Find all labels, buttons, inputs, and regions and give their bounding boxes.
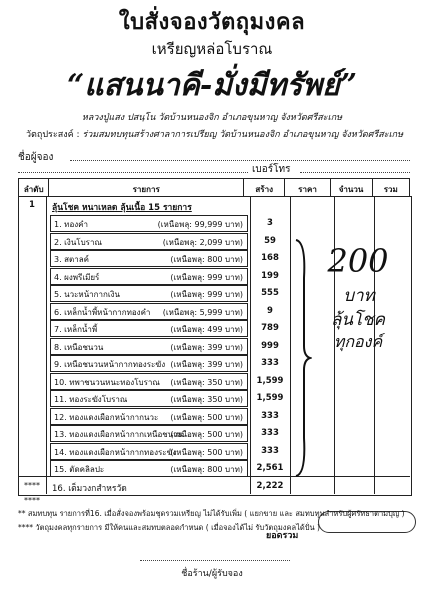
item-row (50, 215, 248, 232)
name-field[interactable] (70, 160, 410, 161)
item-price: (เหนือพลุ: 399 บาท) (170, 360, 243, 369)
item-row (50, 425, 248, 442)
item-price: (เหนือพลุ: 999 บาท) (170, 290, 243, 299)
item-count: 333 (261, 445, 279, 456)
item-count: 333 (261, 428, 279, 438)
signature-label: ชื่อร้าน/ผู้รับจอง (181, 569, 243, 579)
item-subtitle: เหรียญหล่อโบราณ (151, 40, 273, 58)
footnote-2: **** วัตถุมงคลทุกรายการ มีให้คนและสมทบตลอดกำหนด ( เมื่อจองได้ไม่ รับวัตถุมงคลได้ปั่น ) (18, 523, 320, 532)
monk-line: หลวงปู่แสง ปสนฺโน วัดบ้านหนองจิก อำเภอขุนหาญ จังหวัดศรีสะเกษ (81, 113, 343, 123)
item-name: 12. ทองแดงเผือกหน้ากากนวะ (54, 412, 159, 422)
item-row (50, 320, 248, 337)
col-total: รวม (372, 179, 410, 200)
item-count: 2,561 (256, 463, 284, 473)
phone-label: เบอร์โทร (252, 164, 291, 175)
item-row (50, 355, 248, 372)
item-price: (เหนือพลุ: 5,999 บาท) (162, 307, 243, 317)
item-price: (เหนือพลุ: 999 บาท) (170, 272, 243, 282)
item-count: 1,599 (256, 393, 284, 403)
col-price: ราคา (285, 179, 330, 200)
item-name: 14. ทองแดงเผือกหน้ากากทองระฆัง (54, 447, 177, 457)
item-row (50, 268, 248, 285)
col-made: สร้าง (243, 179, 284, 200)
item-price: (เหนือพลุ: 350 บาท) (170, 395, 243, 404)
item-price: (เหนือพลุ: 2,099 บาท) (162, 237, 243, 247)
row16-count: 2,222 (256, 481, 284, 491)
item-count: 1,599 (256, 375, 284, 386)
item-name: 13. ทองแดงเผือกหน้ากากเหนือชนวน (54, 430, 184, 439)
row16-name: 16. เต็มวงกสำหรวัด (52, 484, 127, 494)
item-name: 15. ตัดคลิลปะ (54, 465, 105, 474)
col-item: รายการ (49, 179, 244, 200)
name-field-line2[interactable] (18, 172, 248, 173)
item-row (50, 460, 248, 477)
row1-title: ลุ้นโชค หนาเหลด ลุ้นเนื้อ 15 รายการ (52, 203, 192, 213)
item-price: (เหนือพลุ: 500 บาท) (170, 447, 243, 457)
total-label: ยอดรวม (266, 531, 299, 541)
item-row (50, 285, 248, 302)
item-name: 9. เหนือชนวนหน้ากากทองระฆัง (54, 360, 166, 369)
item-price: (เหนือพลุ: 800 บาท) (170, 255, 243, 264)
item-row (50, 233, 248, 250)
row0-number: **** (24, 496, 40, 505)
promo-number: 200 (327, 242, 389, 280)
item-count: 199 (261, 270, 279, 281)
promo-unit: บาท (343, 286, 375, 306)
item-name: 2. เงินโบราณ (54, 237, 102, 247)
item-name: 4. ผงพรีเมียร์ (54, 272, 100, 282)
item-count: 168 (261, 253, 279, 263)
name-label: ชื่อผู้จอง (18, 152, 54, 163)
item-price: (เหนือพลุ: 399 บาท) (170, 342, 243, 352)
phone-field[interactable] (300, 172, 410, 173)
item-row (50, 408, 248, 425)
col-no: ลำดับ (19, 179, 49, 200)
item-price: (เหนือพลุ: 800 บาท) (170, 465, 243, 474)
row16-number: **** (24, 481, 40, 490)
item-name: 6. เหล็กน้ำพี้หน้ากากทองคำ (54, 307, 151, 317)
item-count: 3 (267, 218, 273, 228)
item-count: 333 (261, 358, 279, 368)
item-row (50, 390, 248, 407)
purpose-label: วัตถุประสงค์ : (26, 130, 80, 140)
item-row (50, 443, 248, 460)
footnote-1: ** สมทบทุน รายการที่16. เมื่อสั่งจองพร้อมชุดรวมเหรียญ ไม่ได้รับเพิ่ม ( แยกขาย และ สมทบทุนสำหรับผู้ศรัทธาตามบุญ ) (18, 509, 405, 518)
item-count: 789 (261, 323, 279, 333)
item-count: 59 (264, 235, 276, 246)
item-price: (เหนือพลุ: 99,999 บาท) (157, 220, 243, 229)
item-price: (เหนือพลุ: 500 บาท) (170, 412, 243, 422)
item-price: (เหนือพลุ: 350 บาท) (170, 377, 243, 387)
signature-line[interactable] (140, 560, 290, 561)
item-price: (เหนือพลุ: 499 บาท) (170, 325, 243, 334)
item-row (50, 373, 248, 390)
amulet-name: “แสนนาคี-มั่งมีทรัพย์” (67, 68, 357, 103)
promo-line1: ลุ้นโชค (330, 310, 386, 330)
purpose-value: ร่วมสมทบทุนสร้างศาลาการเปรียญ วัดบ้านหนองจิก อำเภอขุนหาญ จังหวัดศรีสะเกษ (82, 130, 404, 140)
item-row (50, 250, 248, 267)
item-price: (เหนือพลุ: 500 บาท) (170, 430, 243, 439)
item-count: 333 (261, 410, 279, 421)
item-name: 7. เหล็กน้ำพี้ (54, 325, 98, 334)
item-row (50, 338, 248, 355)
item-name: 1. ทองคำ (54, 220, 89, 229)
item-name: 8. เหนือชนวน (54, 342, 104, 352)
item-count: 9 (267, 305, 273, 316)
item-name: 3. สตาลค์ (54, 255, 89, 264)
item-count: 555 (261, 288, 279, 298)
item-name: 11. ทองระฆังโบราณ (54, 395, 128, 404)
purpose-line (26, 127, 416, 141)
item-name: 5. นวะหน้ากากเงิน (54, 290, 120, 299)
promo-line2: ทุกองค์ (333, 332, 383, 351)
form-title: ใบสั่งจองวัตถุมงคล (118, 10, 306, 35)
item-count: 999 (261, 340, 279, 351)
col-qty: จำนวน (330, 179, 372, 200)
item-name: 10. ทพาชนวนหนะทองโบราณ (54, 377, 160, 387)
row1-number: 1 (29, 200, 35, 210)
item-row (50, 303, 248, 320)
